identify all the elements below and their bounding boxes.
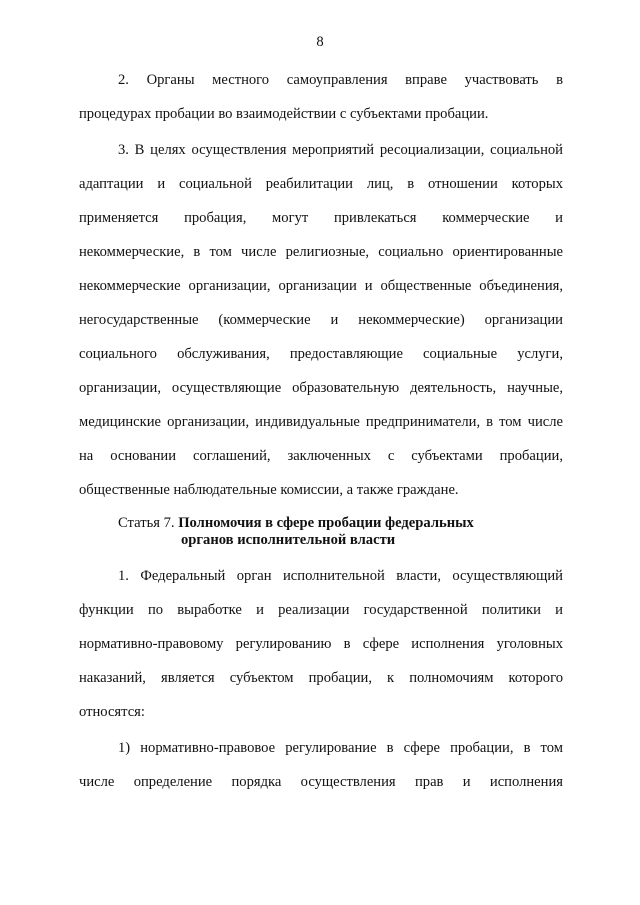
text-line: 1. Федеральный орган исполнительной власти, осуществляющий <box>118 568 563 584</box>
text-line: числе определение порядка осуществления прав и исполнения <box>79 774 563 790</box>
text-line: 1) нормативно-правовое регулирование в сфере пробации, в том <box>118 740 563 756</box>
text-line: применяется пробация, могут привлекаться коммерческие и <box>79 210 563 226</box>
page-number: 8 <box>316 34 324 50</box>
text-line: социального обслуживания, предоставляющие социальные услуги, <box>79 346 563 362</box>
text-line: наказаний, является субъектом пробации, к полномочиям которого <box>79 670 563 686</box>
text-line: процедурах пробации во взаимодействии с субъектами пробации. <box>79 106 489 122</box>
article-title-line-2: органов исполнительной власти <box>181 532 396 548</box>
article-heading-line-1 <box>118 515 474 532</box>
text-line: 2. Органы местного самоуправления вправе участвовать в <box>118 72 563 88</box>
text-line: общественные наблюдательные комиссии, а также граждане. <box>79 482 459 498</box>
text-line: негосударственные (коммерческие и некоммерческие) организации <box>79 312 563 328</box>
article-title-line-1: Полномочия в сфере пробации федеральных <box>178 515 474 531</box>
text-line: нормативно-правовому регулированию в сфере исполнения уголовных <box>79 636 563 652</box>
text-line: некоммерческие организации, организации и общественные объединения, <box>79 278 563 294</box>
text-line: некоммерческие, в том числе религиозные, социально ориентированные <box>79 244 563 260</box>
text-line: 3. В целях осуществления мероприятий ресоциализации, социальной <box>118 142 563 158</box>
text-line: функции по выработке и реализации государственной политики и <box>79 602 563 618</box>
text-line: организации, осуществляющие образовательную деятельность, научные, <box>79 380 563 396</box>
text-line: медицинские организации, индивидуальные предприниматели, в том числе <box>79 414 563 430</box>
article-number: Статья 7. <box>118 515 175 531</box>
text-line: относятся: <box>79 704 145 720</box>
text-line: на основании соглашений, заключенных с субъектами пробации, <box>79 448 563 464</box>
text-line: адаптации и социальной реабилитации лиц, в отношении которых <box>79 176 563 192</box>
